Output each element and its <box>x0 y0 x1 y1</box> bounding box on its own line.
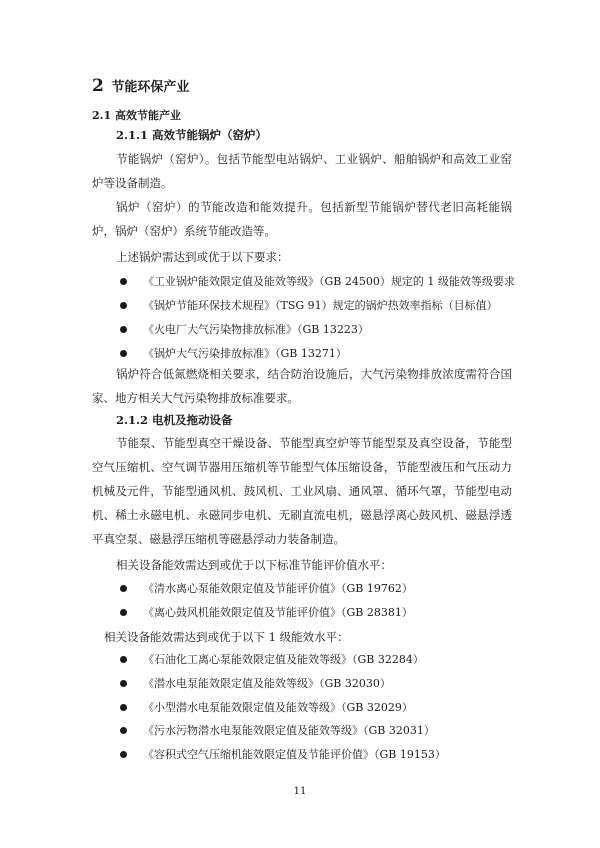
paragraph-low-nox: 锅炉符合低氮燃烧相关要求，结合防治设施后，大气污染物排放浓度需符合国家、地方相关大气污染物排放标准要求。 <box>92 367 512 405</box>
paragraph-boiler-products: 节能锅炉（窑炉）。包括节能型电站锅炉、工业锅炉、船舶锅炉和高效工业窑炉等设备制造。 <box>92 152 512 190</box>
list-item: 《潜水电泵能效限定值及能效等级》（GB 32030） <box>120 675 391 691</box>
bullet-icon <box>120 727 127 734</box>
bullet-icon <box>120 609 127 616</box>
subsection-heading: 2.1 高效节能产业 <box>92 109 181 122</box>
subsubsection-heading-2-1-1: 2.1.1 高效节能锅炉（窑炉） <box>116 128 268 142</box>
bullet-icon <box>120 656 127 663</box>
subsubsection-heading-2-1-2: 2.1.2 电机及拖动设备 <box>116 413 233 427</box>
paragraph-boiler-retrofit: 锅炉（窑炉）的节能改造和能效提升。包括新型节能锅炉替代老旧高耗能锅炉，锅炉（窑炉）系统节能改造等。 <box>92 200 512 238</box>
list-item: 《容积式空气压缩机能效限定值及节能评价值》（GB 19153） <box>120 746 446 762</box>
bullet-icon <box>120 680 127 687</box>
bullet-icon <box>120 751 127 758</box>
list-item: 《锅炉大气污染排放标准》（GB 13271） <box>120 345 347 361</box>
bullet-icon <box>120 585 127 592</box>
list-item: 《火电厂大气污染物排放标准》（GB 13223） <box>120 321 369 337</box>
requirements-intro: 上述锅炉需达到或优于以下要求： <box>116 250 289 264</box>
standards-intro-energy-saving: 相关设备能效需达到或优于以下标准节能评价值水平： <box>116 558 392 572</box>
standards-intro-grade-1: 相关设备能效需达到或优于以下 1 级能效水平： <box>104 630 349 644</box>
list-item: 《污水污物潜水电泵能效限定值及能效等级》（GB 32031） <box>120 722 435 738</box>
list-item: 《离心鼓风机能效限定值及节能评价值》（GB 28381） <box>120 604 413 620</box>
bullet-icon <box>120 302 127 309</box>
list-item: 《石油化工离心泵能效限定值及能效等级》（GB 32284） <box>120 651 424 667</box>
list-item: 《小型潜水电泵能效限定值及能效等级》（GB 32029） <box>120 699 413 715</box>
section-heading <box>92 76 189 96</box>
bullet-icon <box>120 704 127 711</box>
list-item: 《锅炉节能环保技术规程》（TSG 91）规定的锅炉热效率指标（目标值） <box>120 297 498 313</box>
page-number: 11 <box>293 786 307 797</box>
bullet-icon <box>120 278 127 285</box>
paragraph-motor-equipment: 节能泵、节能型真空干燥设备、节能型真空炉等节能型泵及真空设备，节能型空气压缩机、空气调节器用压缩机等节能型气体压缩设备，节能型液压和气压动力机械及元件，节能型通风机、鼓风机、工业风扇、通风罩、循环气罩，节能型电动机、稀土永磁电机、永磁同步电机、无刷直流电机，磁悬浮离心鼓风机、磁悬浮透平真空泵、磁悬浮压缩机等磁悬浮动力装备制造。 <box>92 436 512 546</box>
list-item: 《工业锅炉能效限定值及能效等级》（GB 24500）规定的 1 级能效等级要求 <box>120 273 515 289</box>
section-number: 2 <box>92 76 104 96</box>
section-title: 节能环保产业 <box>111 80 190 95</box>
list-item: 《清水离心泵能效限定值及节能评价值》（GB 19762） <box>120 580 413 596</box>
bullet-icon <box>120 326 127 333</box>
bullet-icon <box>120 350 127 357</box>
